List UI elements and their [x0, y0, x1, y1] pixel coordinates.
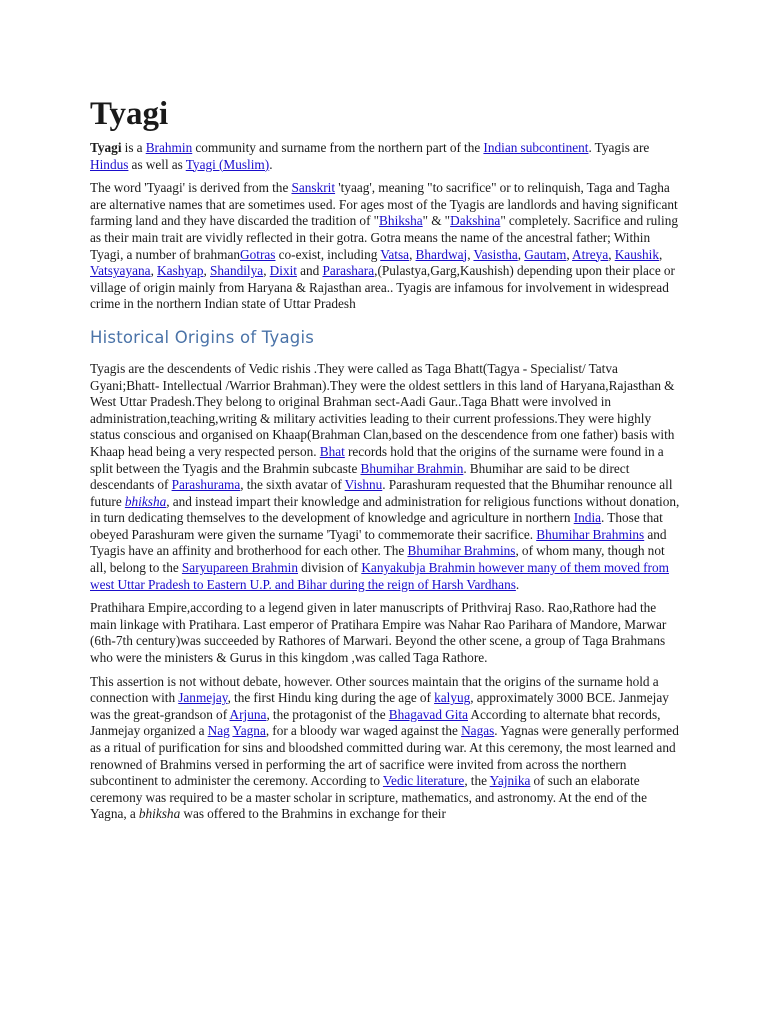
text-run: . Bhumihar are said to be direct descendants of [90, 460, 630, 493]
inline-link[interactable]: kalyug [434, 690, 471, 706]
inline-link[interactable]: Bhumihar Brahmins [536, 526, 645, 542]
text-run: . [269, 156, 273, 172]
inline-link[interactable]: Atreya [572, 246, 609, 262]
section-heading: Historical Origins of Tyagis [90, 327, 315, 347]
text-run: of such an elaborate ceremony was required to be a master scholar in scripture, mathematics, and astronomy. At the end of the Yagna, a [90, 773, 647, 822]
inline-link[interactable]: Kanyakubja Brahmin however many of them moved from west Uttar Pradesh to Eastern U.P. and Bihar during the reign of Harsh Vardhans [90, 560, 669, 592]
inline-link[interactable]: Parashurama [171, 477, 241, 493]
text-run: , the protagonist of the [266, 706, 389, 722]
inline-link[interactable]: Gautam [524, 246, 567, 262]
janmejay-paragraph [90, 674, 682, 823]
text-run: , for a bloody war waged against the [265, 723, 462, 739]
intro-paragraph [90, 140, 682, 173]
inline-link[interactable]: Bhumihar Brahmin [360, 460, 464, 476]
inline-link[interactable]: Parashara [322, 263, 375, 279]
text-run: division of [298, 560, 362, 576]
inline-link[interactable]: Kaushik [614, 246, 660, 262]
inline-link[interactable]: Kashyap [157, 263, 204, 279]
text-run: , [517, 246, 525, 262]
inline-link[interactable]: Brahmin [145, 140, 193, 155]
text-run: " & " [422, 213, 451, 229]
inline-link[interactable]: Hindus [90, 156, 129, 172]
text-run: . [515, 576, 520, 592]
text-run: and Tyagis have an affinity and brotherhood for each other. The [90, 526, 667, 559]
text-run: Prathihara Empire,according to a legend given in later manuscripts of Prithviraj Raso. Rao,Rathore had the main linkage with Pratihara. Last emperor of Pratihara Empire was Nahar Rao Parihara of Mandore, Marwar (6th-7th century)was succeeded by Rathores of Marwari. Beyond the other scene, a group of Taga Brahmans who were the ministers & Gurus in this kingdom ,was called Taga Rathore. [90, 600, 667, 666]
text-run: , [263, 263, 270, 279]
text-run: , [608, 246, 615, 262]
pratihara-paragraph [90, 600, 682, 666]
inline-link[interactable]: Vatsa [380, 246, 410, 262]
inline-link[interactable]: Nagas [461, 723, 495, 739]
text-run: community and surname from the northern part of the [192, 140, 484, 155]
inline-link[interactable]: Vedic literature [382, 773, 465, 789]
inline-link[interactable]: Nag [207, 723, 230, 739]
italic-link-text: bhiksha [124, 493, 167, 509]
text-run: , [203, 263, 210, 279]
bold-term: Tyagi [90, 140, 122, 155]
inline-link[interactable]: Shandilya [210, 263, 264, 279]
inline-link[interactable]: Dakshina [450, 213, 501, 229]
text-run: as well as [128, 156, 186, 172]
text-run: , [467, 246, 474, 262]
inline-link[interactable] [125, 494, 166, 509]
inline-link[interactable]: Vishnu [344, 477, 383, 493]
inline-link[interactable]: Bhiksha [379, 213, 423, 229]
text-run: ,(Pulastya,Garg,Kaushish) depending upon their place or village of origin mainly from Haryana & Rajasthan area.. Tyagis are infamous for involvement in widespread crime in the northern Indian state of Uttar Pradesh [90, 263, 675, 312]
text-run: co-exist, including [275, 246, 381, 262]
text-run: Tyagis are the descendents of Vedic rishis .They were called as Taga Bhatt(Tagya - Specialist/ Tatva Gyani;Bhatt- Intellectual /Warrior Brahman).They were the oldest settlers in this land of Haryana,Rajasthan & West Uttar Pradesh.They belong to original Brahman sect-Aadi Gaur..Taga Bhatt were involved in administration,teaching,writing & military activities leading to their current professions.They were highly status conscious and organised on Khaap(Brahman Clan,based on the descendence from one father) basis with Khaap head being a very respected person. [90, 360, 675, 459]
text-run: , [659, 246, 663, 262]
inline-link[interactable]: Dixit [269, 263, 297, 279]
inline-link[interactable]: Indian subcontinent [483, 140, 589, 155]
text-run: , [150, 263, 158, 279]
page-title: Tyagi [90, 96, 169, 132]
article-body [90, 94, 682, 830]
inline-link[interactable]: Bhagavad Gita [388, 706, 468, 722]
text-run: , the [464, 773, 490, 789]
inline-link[interactable]: Vasistha [473, 246, 518, 262]
text-run: According to alternate bhat records, Janmejay organized a [90, 706, 661, 739]
etymology-paragraph [90, 180, 682, 313]
inline-link[interactable]: Bhumihar Brahmins [407, 543, 516, 559]
inline-link[interactable]: Saryupareen Brahmin [181, 560, 298, 576]
text-run: , approximately 3000 BCE. Janmejay was the great-grandson of [90, 690, 669, 722]
inline-link[interactable]: Arjuna [229, 706, 267, 722]
text-run: , of whom many, though not all, belong to the [90, 543, 665, 576]
text-run: , the sixth avatar of [240, 477, 345, 493]
text-run: . Tyagis are [588, 140, 650, 155]
text-run: . Those that obeyed Parashuram were given the surname 'Tyagi' to commemorate their sacrifice. [90, 510, 663, 542]
text-run: The word 'Tyaagi' is derived from the [90, 180, 292, 196]
text-run: , [409, 246, 416, 262]
inline-link[interactable]: Gotras [240, 246, 276, 262]
text-run: . Parashuram requested that the Bhumihar renounce all future [90, 477, 673, 509]
inline-link[interactable]: Janmejay [178, 690, 228, 706]
text-run: , [566, 246, 573, 262]
text-run: is a [121, 140, 146, 155]
text-run: This assertion is not without debate, however. Other sources maintain that the origins of the surname hold a connection with [90, 673, 659, 706]
text-run: " completely. Sacrifice and ruling as their main trait are vividly reflected in their gotra. Gotra means the name of the ancestral father; Within Tyagi, a number of brahman [90, 213, 678, 262]
text-run: was offered to the Brahmins in exchange for their [180, 806, 446, 822]
text-run: and [296, 263, 323, 279]
text-run: . Yagnas were generally performed as a ritual of purification for sins and bloodshed committed during war. At this ceremony, the most learned and renowned of Brahmins versed in performing the art of sacrifice were invited from across the northern subcontinent to administer the ceremony. According to [90, 723, 679, 789]
text-run: 'tyaag', meaning "to sacrifice" or to relinquish, Taga and Tagha are alternative names that are sometimes used. For ages most of the Tyagis are landlords and having significant farming land and they have discarded the tradition of " [90, 180, 678, 229]
origins-paragraph [90, 361, 682, 593]
inline-link[interactable]: Tyagi (Muslim) [185, 156, 270, 172]
inline-link[interactable]: Sanskrit [291, 180, 336, 196]
inline-link[interactable]: Vatsyayana [90, 263, 151, 279]
text-run: , the first Hindu king during the age of [227, 690, 435, 706]
inline-link[interactable]: Bhardwaj [415, 246, 468, 262]
inline-link[interactable]: Bhat [319, 443, 345, 459]
inline-link[interactable]: India [573, 510, 602, 526]
text-run: records hold that the origins of the surname were found in a split between the Tyagis and the Brahmin subcaste [90, 443, 664, 476]
inline-link[interactable]: Yajnika [489, 773, 531, 789]
text-run: , and instead impart their knowledge and administration for religious functions without donation, in turn dedicating themselves to the development of knowledge and agriculture in northern [90, 493, 680, 526]
inline-link[interactable]: Yagna [232, 723, 266, 739]
italic-term: bhiksha [138, 806, 181, 822]
